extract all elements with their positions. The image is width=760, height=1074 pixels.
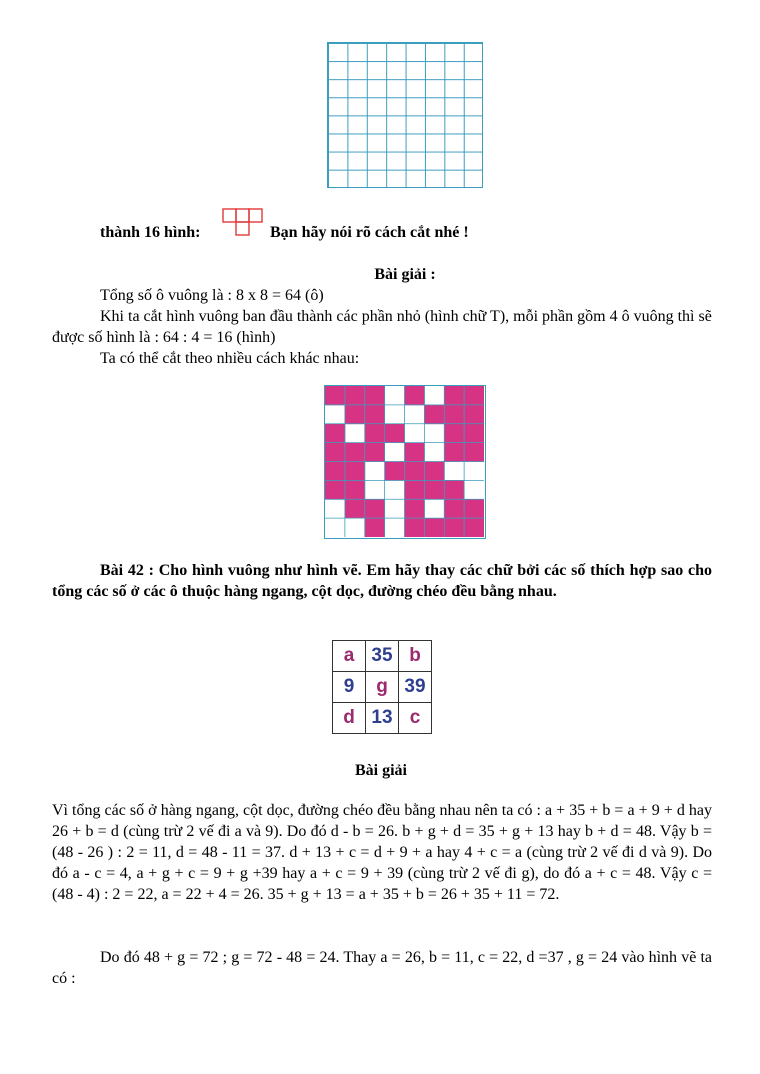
- solution-paragraph-2: Do đó 48 + g = 72 ; g = 72 - 48 = 24. Thay a = 26, b = 11, c = 22, d =37 , g = 24 vào hình vẽ ta có :: [52, 949, 712, 987]
- tile-cell: [325, 424, 345, 443]
- tile-cell: [385, 424, 405, 443]
- line1-text-b: Bạn hãy nói rõ cách cắt nhé !: [270, 224, 469, 241]
- solution-line-3: Ta có thể cắt theo nhiều cách khác nhau:: [100, 350, 360, 367]
- tile-cell: [424, 405, 444, 424]
- tile-cell: [405, 462, 425, 481]
- cell-39: 39: [399, 672, 432, 703]
- t-tiling-figure: [324, 385, 486, 539]
- tile-cell: [424, 518, 444, 537]
- tile-cell: [444, 518, 464, 537]
- cell-b: b: [399, 641, 432, 672]
- t-shape-icon: [222, 208, 264, 238]
- tile-cell: [424, 462, 444, 481]
- cell-c: c: [399, 703, 432, 734]
- tile-cell: [365, 518, 385, 537]
- tile-cell: [405, 386, 425, 405]
- tile-cell: [325, 386, 345, 405]
- tile-cell: [464, 405, 484, 424]
- tile-cell: [345, 499, 365, 518]
- tile-cell: [345, 462, 365, 481]
- tile-cell: [464, 386, 484, 405]
- tile-cell: [345, 405, 365, 424]
- solution-line-2: Khi ta cắt hình vuông ban đầu thành các phần nhỏ (hình chữ T), mỗi phần gồm 4 ô vuông thì sẽ được số hình là : 64 : 4 = 16 (hình): [52, 308, 712, 346]
- solution-title-2: Bài giải: [354, 762, 407, 779]
- tile-cell: [365, 443, 385, 462]
- tile-cell: [464, 443, 484, 462]
- tile-cell: [325, 462, 345, 481]
- tile-cell: [345, 386, 365, 405]
- tile-cell: [464, 424, 484, 443]
- tile-cell: [405, 443, 425, 462]
- tile-cell: [365, 386, 385, 405]
- tile-cell: [444, 405, 464, 424]
- solution-title-1: Bài giải :: [374, 266, 436, 283]
- cell-35: 35: [366, 641, 399, 672]
- tile-cell: [444, 480, 464, 499]
- cell-13: 13: [366, 703, 399, 734]
- tile-cell: [325, 480, 345, 499]
- cell-9: 9: [333, 672, 366, 703]
- tile-cell: [345, 480, 365, 499]
- exercise-42-title: Bài 42 : Cho hình vuông như hình vẽ. Em hãy thay các chữ bởi các số thích hợp sao cho tổng các số ở các ô thuộc hàng ngang, cột dọc, đường chéo đều bằng nhau.: [52, 562, 712, 600]
- tile-cell: [405, 480, 425, 499]
- tile-cell: [365, 405, 385, 424]
- tile-cell: [464, 499, 484, 518]
- tile-cell: [464, 518, 484, 537]
- tile-cell: [444, 443, 464, 462]
- tile-cell: [444, 386, 464, 405]
- tile-cell: [325, 443, 345, 462]
- eight-by-eight-grid: [327, 42, 483, 188]
- tile-cell: [365, 424, 385, 443]
- cell-g: g: [366, 672, 399, 703]
- magic-square: [332, 640, 432, 734]
- tile-cell: [345, 443, 365, 462]
- line1-text-a: thành 16 hình:: [100, 224, 201, 241]
- tile-cell: [424, 480, 444, 499]
- tile-cell: [405, 499, 425, 518]
- solution-line-1: Tổng số ô vuông là : 8 x 8 = 64 (ô): [100, 287, 324, 304]
- cell-d: d: [333, 703, 366, 734]
- cell-a: a: [333, 641, 366, 672]
- tile-cell: [385, 462, 405, 481]
- solution-paragraph-1: Vì tổng các số ở hàng ngang, cột dọc, đường chéo đều bằng nhau nên ta có : a + 35 + b = a + 9 + d hay 26 + b = d (cùng trừ 2 vế đi a và 9). Do đó d - b = 26. b + g + d = 35 + g + 13 hay b + d = 48. Vậy b = (48 - 26 ) : 2 = 11, d = 48 - 11 = 37. d + 13 + c = d + 9 + a hay 4 + c = a (cùng trừ 2 vế đi d và 9). Do đó a - c = 4, a + g + c = 9 + g +39 hay a + c = 9 + 39 (cùng trừ 2 vế đi g), do đó a + c = 48. Vậy c = (48 - 4) : 2 = 22, a = 22 + 4 = 26. 35 + g + 13 = a + 35 + b = 26 + 35 + 11 = 72.: [52, 802, 712, 903]
- tile-cell: [365, 499, 385, 518]
- tile-cell: [444, 424, 464, 443]
- tile-cell: [444, 499, 464, 518]
- tile-cell: [405, 518, 425, 537]
